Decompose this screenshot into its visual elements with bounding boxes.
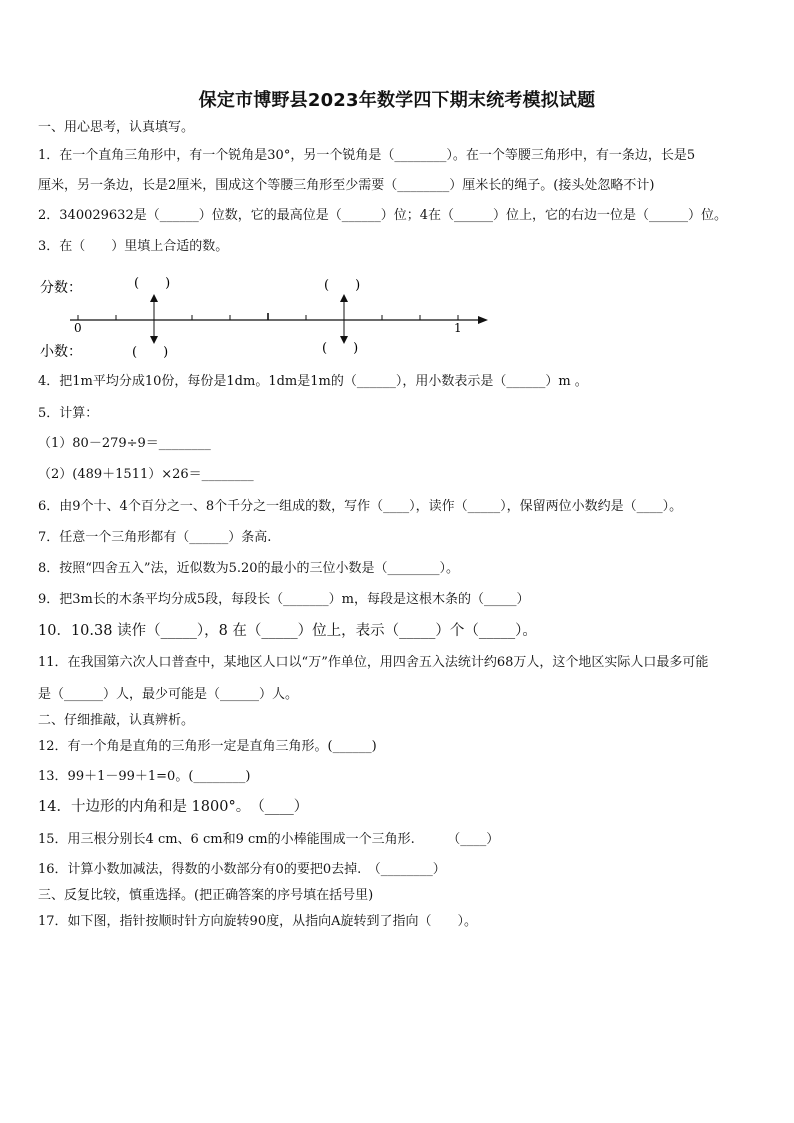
fraction-blank-left: ( ) [134, 276, 171, 291]
question-3: 3．在（ ）里填上合适的数。 [38, 239, 229, 254]
section-3-heading: 三、反复比较，慎重选择。(把正确答案的序号填在括号里) [38, 888, 374, 903]
question-11-line-2: 是（______）人，最少可能是（______）人。 [38, 687, 299, 702]
up-arrow-icon [340, 294, 348, 302]
tick-label-one: 1 [454, 321, 462, 335]
question-5: 5．计算： [38, 406, 99, 421]
tick-label-zero: 0 [74, 321, 82, 335]
question-14: 14．十边形的内角和是 1800°。 （____） [38, 799, 309, 815]
question-5-part-1: （1）80－279÷9＝________ [38, 436, 211, 451]
section-2-heading: 二、仔细推敲，认真辨析。 [38, 713, 195, 728]
question-8: 8．按照“四舍五入”法，近似数为5.20的最小的三位小数是（________）。 [38, 561, 460, 576]
fraction-label: 分数： [40, 280, 82, 296]
decimal-blank-left: ( ) [132, 345, 169, 360]
decimal-blank-right: ( ) [322, 341, 359, 356]
question-17: 17．如下图，指针按顺时针方向旋转90度，从指向A旋转到了指向（ ）。 [38, 914, 477, 929]
question-6: 6．由9个十、4个百分之一、8个千分之一组成的数，写作（____），读作（_____），保留两位小数约是（____）。 [38, 499, 683, 514]
number-line-figure [38, 270, 498, 362]
down-arrow-icon [150, 336, 158, 344]
question-2: 2．340029632是（______）位数，它的最高位是（______）位；4在（______）位上，它的右边一位是（______）位。 [38, 208, 727, 223]
section-1-heading: 一、用心思考，认真填写。 [38, 120, 195, 135]
question-9: 9．把3m长的木条平均分成5段，每段长（_______）m，每段是这根木条的（_____） [38, 592, 530, 607]
question-13: 13．99＋1－99＋1=0。(________) [38, 769, 251, 784]
question-7: 7．任意一个三角形都有（______）条高. [38, 530, 272, 545]
question-1-line-1: 1．在一个直角三角形中，有一个锐角是30°，另一个锐角是（________）。在一个等腰三角形中，有一条边，长是5 [38, 148, 696, 163]
number-line-ticks [78, 313, 458, 320]
decimal-label: 小数： [40, 344, 82, 360]
question-10: 10．10.38 读作（_____），8 在（_____）位上，表示（_____）个（_____）。 [38, 623, 537, 639]
fraction-blank-right: ( ) [324, 278, 361, 293]
question-15: 15．用三根分别长4 cm、6 cm和9 cm的小棒能围成一个三角形. （____） [38, 832, 500, 847]
question-5-part-2: （2）(489＋1511）×26＝________ [38, 467, 254, 482]
question-16: 16．计算小数加减法，得数的小数部分有0的要把0去掉. （________） [38, 862, 446, 877]
question-1-line-2: 厘米，另一条边，长是2厘米，围成这个等腰三角形至少需要（________）厘米长的绳子。(接头处忽略不计) [38, 178, 655, 193]
axis-arrow-icon [478, 316, 488, 324]
page-title: 保定市博野县2023年数学四下期末统考模拟试题 [198, 90, 596, 111]
up-arrow-icon [150, 294, 158, 302]
question-11-line-1: 11．在我国第六次人口普查中，某地区人口以“万”作单位，用四舍五入法统计约68万人，这个地区实际人口最多可能 [38, 655, 709, 670]
question-4: 4．把1m平均分成10份，每份是1dm。1dm是1m的（______），用小数表示是（______）m 。 [38, 374, 588, 389]
question-12: 12．有一个角是直角的三角形一定是直角三角形。(______) [38, 739, 377, 754]
